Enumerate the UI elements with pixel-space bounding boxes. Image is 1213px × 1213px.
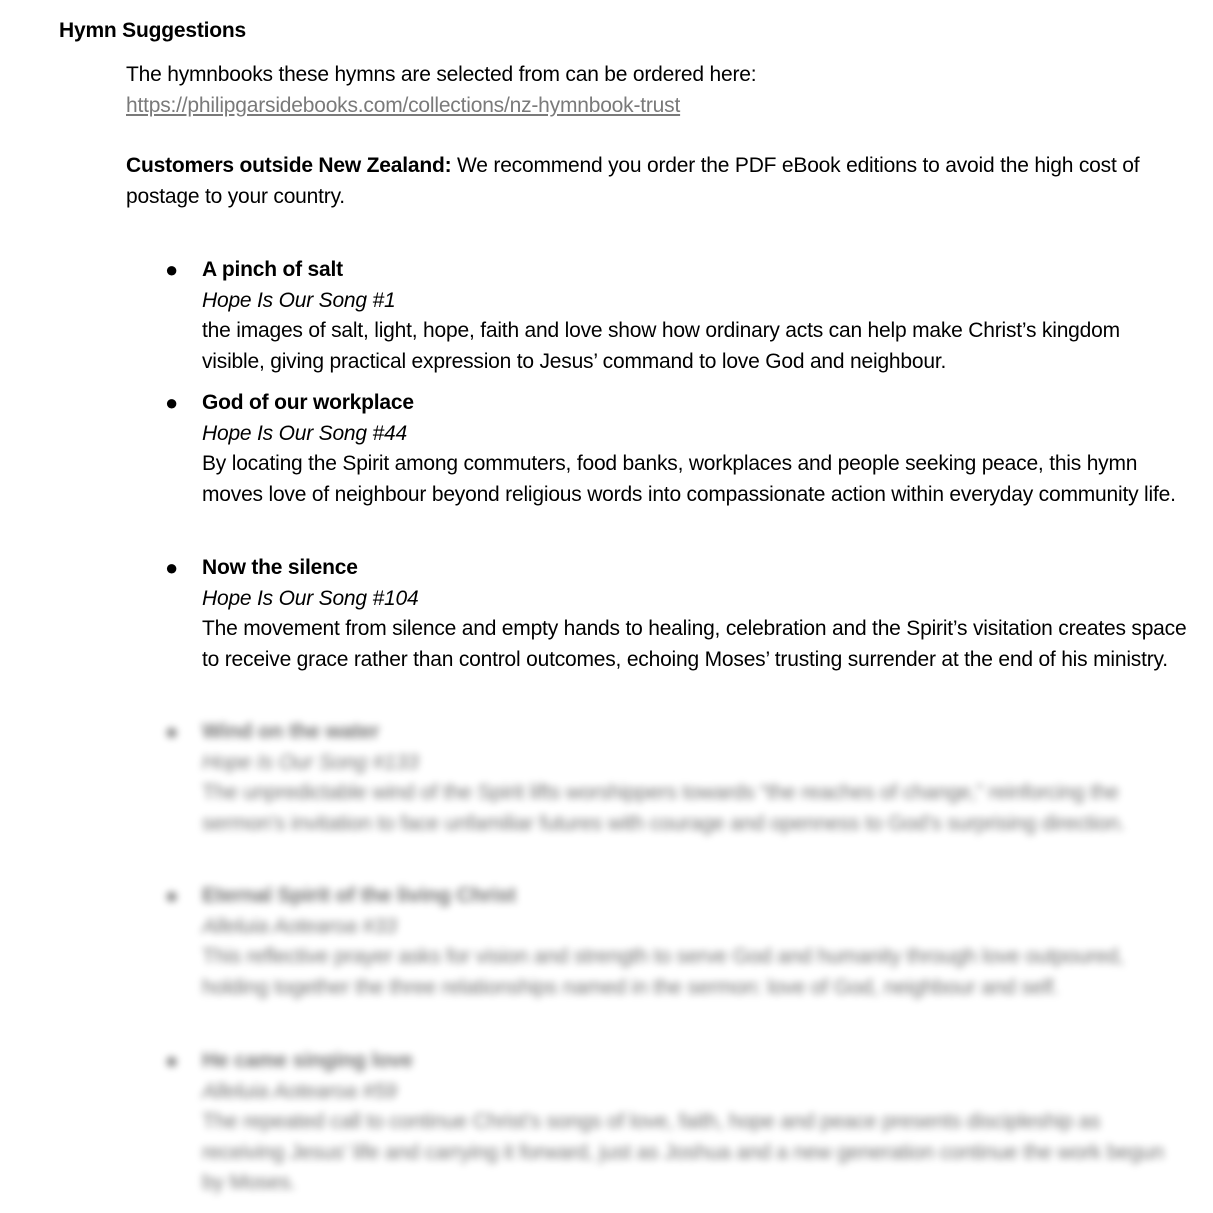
hymn-title: Now the silence: [202, 556, 358, 579]
intro-paragraph: [126, 60, 1186, 121]
hymn-description: This reflective prayer asks for vision and strength to serve God and humanity through love outpoured, holding together the three relationships named in the sermon: love of God, neighbour and self.: [202, 945, 1124, 999]
hymn-title: A pinch of salt: [202, 258, 343, 281]
hymn-description: The unpredictable wind of the Spirit lifts worshippers towards “the reaches of change,” reinforcing the sermon’s invitation to face unfamiliar futures with courage and openness to God’s surprising direction.: [202, 781, 1125, 835]
hymn-source: Alleluia Aotearoa #59: [202, 1079, 397, 1103]
hymn-description: The movement from silence and empty hands to healing, celebration and the Spirit’s visitation creates space to receive grace rather than control outcomes, echoing Moses’ trusting surrender at the end of his ministry.: [202, 617, 1187, 671]
hymn-source: Hope Is Our Song #133: [202, 750, 419, 774]
bullet-icon: ●: [165, 1048, 179, 1073]
section-heading: Hymn Suggestions: [59, 19, 246, 42]
bullet-icon: ●: [165, 719, 179, 744]
notice-label: Customers outside New Zealand:: [126, 154, 452, 177]
hymn-description: By locating the Spirit among commuters, food banks, workplaces and people seeking peace, this hymn moves love of neighbour beyond religious words into compassionate action within everyday community life.: [202, 452, 1176, 506]
bullet-icon: ●: [165, 390, 179, 415]
hymn-description: The repeated call to continue Christ’s songs of love, faith, hope and peace presents discipleship as receiving Jesus’ life and carrying it forward, just as Joshua and a new generation continue the work begun by Moses.: [202, 1110, 1165, 1194]
bullet-icon: ●: [165, 257, 179, 282]
hymnbook-store-link[interactable]: https://philipgarsidebooks.com/collections/nz-hymnbook-trust: [126, 93, 681, 117]
hymn-title: Eternal Spirit of the living Christ: [202, 884, 516, 907]
hymn-source: Hope Is Our Song #1: [202, 288, 396, 312]
notice-text: We recommend you order the PDF eBook editions to avoid the high cost of postage to your country.: [126, 154, 1140, 208]
hymn-description: the images of salt, light, hope, faith and love show how ordinary acts can help make Christ’s kingdom visible, giving practical expression to Jesus’ command to love God and neighbour.: [202, 319, 1120, 373]
bullet-icon: ●: [165, 883, 179, 908]
hymn-source: Hope Is Our Song #44: [202, 421, 407, 445]
international-notice: [126, 151, 1186, 212]
hymn-title: He came singing love: [202, 1049, 413, 1072]
hymn-source: Hope Is Our Song #104: [202, 586, 419, 610]
hymn-title: God of our workplace: [202, 391, 414, 414]
bullet-icon: ●: [165, 555, 179, 580]
hymn-source: Alleluia Aotearoa #33: [202, 914, 397, 938]
hymn-title: Wind on the water: [202, 720, 380, 743]
intro-text: The hymnbooks these hymns are selected from can be ordered here:: [126, 63, 757, 86]
